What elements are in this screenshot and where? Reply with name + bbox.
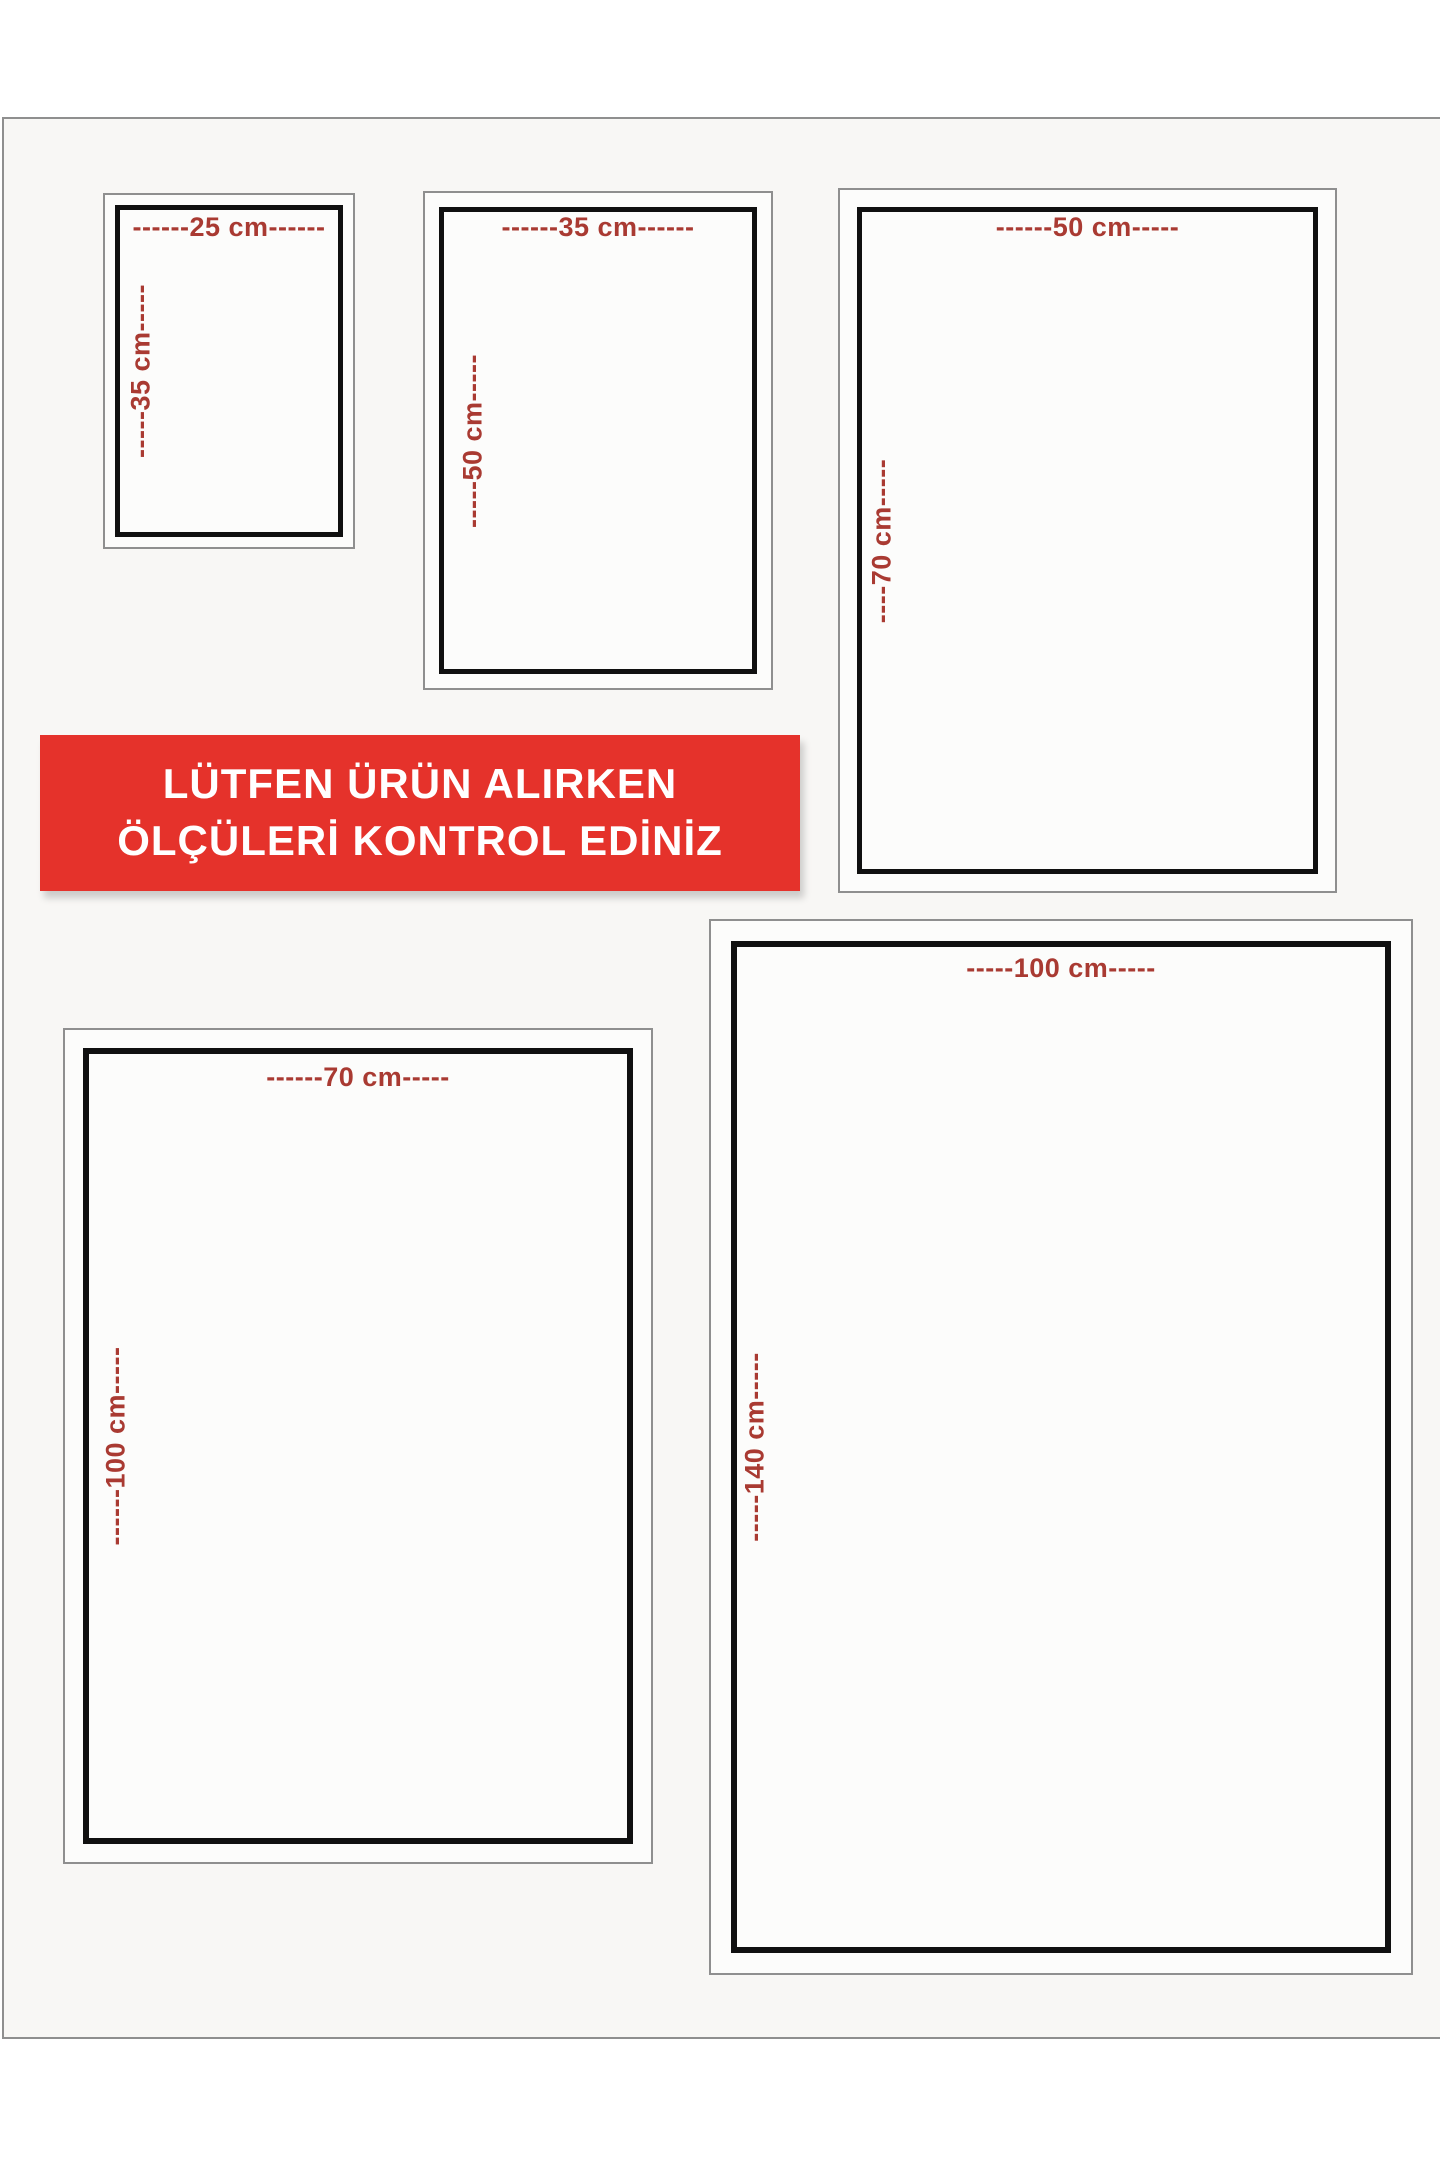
size-frame-50x70	[857, 207, 1318, 874]
width-label-25cm: ------25 cm------	[132, 212, 326, 242]
size-box-100x140	[709, 919, 1413, 1975]
height-label-35cm: -----35 cm-----	[125, 284, 156, 458]
size-box-50x70	[838, 188, 1337, 893]
size-frame-70x100	[83, 1048, 633, 1844]
size-frame-100x140	[731, 941, 1391, 1953]
height-label-140cm: -----140 cm-----	[739, 1352, 770, 1542]
width-label-50cm: ------50 cm-----	[995, 212, 1180, 242]
height-label-70cm: ----70 cm-----	[866, 458, 897, 623]
width-label-100cm: -----100 cm-----	[966, 953, 1156, 983]
height-label-50cm: -----50 cm-----	[457, 353, 488, 528]
warning-banner-line2: ÖLÇÜLERİ KONTROL EDİNİZ	[117, 817, 723, 864]
size-box-35x50	[423, 191, 773, 690]
size-box-25x35	[103, 193, 355, 549]
width-label-70cm: ------70 cm-----	[266, 1062, 450, 1092]
warning-banner	[40, 735, 800, 891]
warning-banner-line1: LÜTFEN ÜRÜN ALIRKEN	[162, 760, 678, 808]
height-label-100cm: ------100 cm-----	[100, 1346, 131, 1546]
size-frame-25x35	[115, 205, 343, 537]
size-frame-35x50	[439, 207, 757, 674]
width-label-35cm: ------35 cm------	[501, 212, 695, 242]
size-box-70x100	[63, 1028, 653, 1864]
